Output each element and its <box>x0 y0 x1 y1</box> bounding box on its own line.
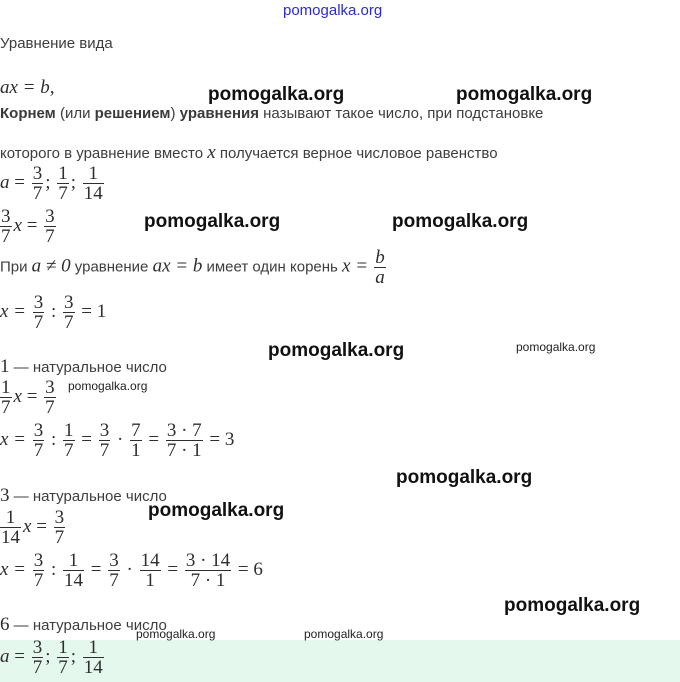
case1-solution <box>0 293 106 332</box>
colon: : <box>51 558 57 580</box>
fraction: $\frac{7}{1}$ <box>131 420 141 461</box>
case2-equation <box>0 378 58 417</box>
fraction: $\frac{3}{7}$ <box>32 637 43 678</box>
watermark: pomogalka.org <box>148 500 285 521</box>
fraction: $\frac{1}{14}$ <box>1 507 20 548</box>
dot: · <box>126 558 133 580</box>
equation-ax-b: ax = b, <box>0 77 55 98</box>
note-number: 3 <box>0 485 10 506</box>
separator: ; <box>70 171 77 193</box>
x-equals: x = <box>0 428 27 450</box>
fraction: $\frac{3}{7}$ <box>45 377 55 418</box>
intro-text: Уравнение вида <box>0 35 113 52</box>
dot: · <box>117 428 124 450</box>
eq-sign: = <box>148 428 160 450</box>
watermark: pomogalka.org <box>456 84 593 105</box>
answer-line <box>0 638 106 677</box>
eq-sign: = <box>167 558 179 580</box>
eq-sign: = <box>26 214 38 236</box>
fraction: $\frac{3}{7}$ <box>33 550 44 591</box>
note-text: — натуральное число <box>9 359 167 376</box>
rule-part: При <box>0 258 32 276</box>
fraction-b-over-a: $\frac{b}{a}$ <box>375 247 385 288</box>
def-part: которого в уравнение вместо <box>0 145 208 162</box>
note-natural-3 <box>0 485 167 507</box>
fraction: $\frac{3}{7}$ <box>45 206 55 247</box>
separator: ; <box>45 171 51 193</box>
fraction: $\frac{3 \cdot 14}{7 \cdot 1}$ <box>185 550 231 591</box>
fraction: $\frac{3}{7}$ <box>33 292 44 333</box>
result: = 6 <box>237 558 263 580</box>
separator: ; <box>70 645 77 667</box>
watermark: pomogalka.org <box>392 211 529 232</box>
def-part: называют такое число, при подстановке <box>258 105 544 122</box>
fraction: $\frac{1}{7}$ <box>1 377 11 418</box>
note-natural-1 <box>0 356 167 378</box>
eq-sign: = <box>81 428 93 450</box>
watermark: pomogalka.org <box>144 211 281 232</box>
watermark: pomogalka.org <box>504 595 641 616</box>
colon: : <box>51 300 57 322</box>
var-x: x <box>13 385 22 407</box>
var-a: a <box>0 171 10 193</box>
case3-solution <box>0 551 263 590</box>
fraction: $\frac{3 \cdot 7}{7 \cdot 1}$ <box>166 420 202 461</box>
fraction: $\frac{14}{1}$ <box>140 550 160 591</box>
fraction: $\frac{1}{7}$ <box>64 420 74 461</box>
term-root: Корнем <box>0 105 56 122</box>
watermark: pomogalka.org <box>516 340 596 354</box>
rule-line <box>0 248 388 287</box>
x-equals: x = <box>0 300 27 322</box>
rule-equation: ax = b <box>152 255 203 277</box>
watermark: pomogalka.org <box>68 379 148 393</box>
watermark: pomogalka.org <box>136 627 216 641</box>
var-x: x <box>13 214 22 236</box>
rule-condition: a ≠ 0 <box>31 255 71 277</box>
fraction: $\frac{3}{7}$ <box>1 206 11 247</box>
var-x: x <box>23 515 32 537</box>
separator: ; <box>45 645 51 667</box>
fraction: $\frac{1}{7}$ <box>58 637 68 678</box>
watermark: pomogalka.org <box>208 84 345 105</box>
note-number: 1 <box>0 356 10 377</box>
rule-part: уравнение <box>70 258 153 276</box>
watermark: pomogalka.org <box>396 467 533 488</box>
case3-equation <box>0 508 67 547</box>
fraction: $\frac{1}{7}$ <box>58 163 68 204</box>
fraction: $\frac{1}{14}$ <box>83 163 103 204</box>
note-text: — натуральное число <box>9 617 167 634</box>
def-part: получается верное числовое равенство <box>215 145 498 162</box>
result: = 3 <box>209 428 235 450</box>
eq-sign: = <box>14 171 25 193</box>
fraction: $\frac{3}{7}$ <box>32 163 43 204</box>
eq-sign: = <box>26 385 38 407</box>
fraction: $\frac{3}{7}$ <box>64 292 74 333</box>
watermark: pomogalka.org <box>268 340 405 361</box>
watermark: pomogalka.org <box>304 627 384 641</box>
fraction: $\frac{3}{7}$ <box>54 507 65 548</box>
watermark-top: pomogalka.org <box>283 2 383 19</box>
result: = 1 <box>81 300 107 322</box>
rule-part: имеет один корень <box>202 258 343 276</box>
definition-line-1 <box>0 105 543 122</box>
fraction: $\frac{1}{14}$ <box>64 550 84 591</box>
note-text: — натуральное число <box>9 488 167 505</box>
eq-sign: = <box>90 558 102 580</box>
term-equation: уравнения <box>179 105 259 122</box>
eq-sign: = <box>14 645 25 667</box>
definition-line-2 <box>0 142 498 164</box>
def-part: (или <box>55 105 95 122</box>
fraction: $\frac{3}{7}$ <box>109 550 119 591</box>
values-line <box>0 164 106 203</box>
var-x: x <box>207 142 216 163</box>
case1-equation <box>0 207 58 246</box>
colon: : <box>51 428 57 450</box>
note-number: 6 <box>0 614 10 635</box>
rule-x: x = <box>342 255 369 277</box>
case2-solution <box>0 421 234 460</box>
fraction: $\frac{1}{14}$ <box>83 637 103 678</box>
term-solution: решением <box>94 105 171 122</box>
fraction: $\frac{3}{7}$ <box>99 420 110 461</box>
var-a: a <box>0 645 10 667</box>
fraction: $\frac{3}{7}$ <box>33 420 44 461</box>
x-equals: x = <box>0 558 27 580</box>
def-part: ) <box>170 105 180 122</box>
eq-sign: = <box>36 515 47 537</box>
